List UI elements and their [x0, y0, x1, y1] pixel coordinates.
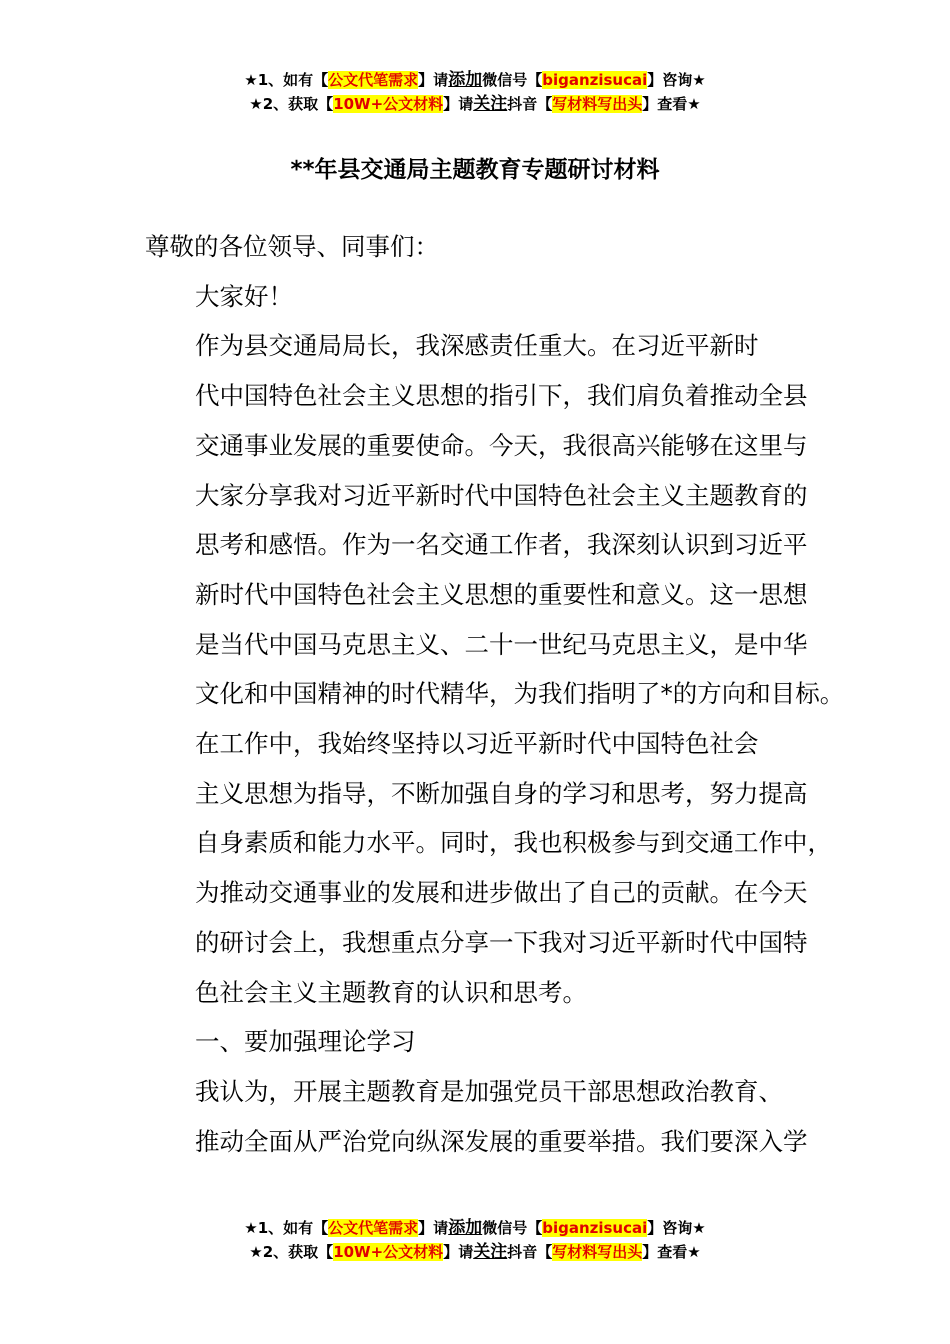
banner-line-1 — [0, 1216, 950, 1240]
wechat-id[interactable]: biganzisucai — [542, 71, 648, 89]
text-line: 推动全面从严治党向纵深发展的重要举措。我们要深入学 — [195, 1126, 808, 1156]
paragraph — [145, 1067, 825, 1166]
text-line: 尊敬的各位领导、同事们： — [145, 232, 439, 261]
banner-text: 微信号【 — [482, 71, 543, 89]
banner-text: 1、如有【 — [257, 1219, 329, 1237]
banner-text: 2、获取【 — [262, 95, 334, 113]
banner-text: 1、如有【 — [257, 71, 329, 89]
banner-text: 】咨询 — [647, 1219, 693, 1237]
emphasis-follow: 关注 — [473, 1242, 508, 1262]
paragraph — [145, 1017, 825, 1067]
text-line: 的研讨会上，我想重点分享一下我对习近平新时代中国特 — [195, 927, 808, 957]
banner-line-2 — [0, 92, 950, 116]
emphasis-add: 添加 — [448, 1218, 483, 1238]
star-icon: ★ — [249, 95, 263, 113]
paragraph — [145, 222, 825, 272]
text-line: 大家分享我对习近平新时代中国特色社会主义主题教育的 — [195, 480, 808, 510]
star-icon: ★ — [249, 1243, 263, 1261]
highlight-materials: 10W+公文材料 — [333, 1243, 444, 1261]
star-icon: ★ — [692, 1219, 706, 1237]
star-icon: ★ — [687, 1243, 701, 1261]
banner-line-1 — [0, 68, 950, 92]
text-line: 思考和感悟。作为一名交通工作者，我深刻认识到习近平 — [195, 530, 808, 560]
paragraph — [145, 321, 845, 719]
star-icon: ★ — [244, 1219, 258, 1237]
banner-text: 】请 — [443, 95, 474, 113]
douyin-account[interactable]: 写材料写出头 — [552, 1243, 643, 1261]
text-line: 一、要加强理论学习 — [195, 1027, 416, 1057]
emphasis-add: 添加 — [448, 70, 483, 90]
text-line: 自身素质和能力水平。同时，我也积极参与到交通工作中， — [195, 828, 832, 858]
text-line: 新时代中国特色社会主义思想的重要性和意义。这一思想 — [195, 579, 808, 609]
text-line: 文化和中国精神的时代精华，为我们指明了*的方向和目标。 — [195, 679, 845, 709]
emphasis-follow: 关注 — [473, 94, 508, 114]
text-line: 在工作中，我始终坚持以习近平新时代中国特色社会 — [195, 729, 759, 759]
banner-text: 2、获取【 — [262, 1243, 334, 1261]
banner-text: 】请 — [418, 71, 449, 89]
douyin-account[interactable]: 写材料写出头 — [552, 95, 643, 113]
banner-text: 抖音【 — [507, 95, 553, 113]
star-icon: ★ — [687, 95, 701, 113]
banner-text: 】查看 — [642, 95, 688, 113]
promo-banner-bottom — [0, 1216, 950, 1264]
promo-banner-top — [0, 68, 950, 116]
highlight-service: 公文代笔需求 — [328, 1219, 419, 1237]
text-line: 是当代中国马克思主义、二十一世纪马克思主义，是中华 — [195, 629, 808, 659]
text-line: 作为县交通局局长，我深感责任重大。在习近平新时 — [195, 331, 759, 361]
wechat-id[interactable]: biganzisucai — [542, 1219, 648, 1237]
paragraph — [145, 272, 825, 322]
document-title: **年县交通局主题教育专题研讨材料 — [290, 157, 660, 183]
banner-text: 】查看 — [642, 1243, 688, 1261]
paragraph — [145, 719, 832, 1017]
text-line: 为推动交通事业的发展和进步做出了自己的贡献。在今天 — [195, 878, 808, 908]
banner-text: 抖音【 — [507, 1243, 553, 1261]
star-icon: ★ — [692, 71, 706, 89]
text-line: 主义思想为指导，不断加强自身的学习和思考，努力提高 — [195, 778, 808, 808]
banner-text: 】请 — [443, 1243, 474, 1261]
banner-line-2 — [0, 1240, 950, 1264]
text-line: 交通事业发展的重要使命。今天，我很高兴能够在这里与 — [195, 430, 808, 460]
banner-text: 】咨询 — [647, 71, 693, 89]
text-line: 色社会主义主题教育的认识和思考。 — [195, 977, 587, 1007]
text-line: 我认为，开展主题教育是加强党员干部思想政治教育、 — [195, 1076, 783, 1106]
banner-text: 微信号【 — [482, 1219, 543, 1237]
highlight-service: 公文代笔需求 — [328, 71, 419, 89]
text-line: 大家好！ — [195, 281, 293, 311]
banner-text: 】请 — [418, 1219, 449, 1237]
highlight-materials: 10W+公文材料 — [333, 95, 444, 113]
star-icon: ★ — [244, 71, 258, 89]
document-body — [145, 222, 845, 1166]
text-line: 代中国特色社会主义思想的指引下，我们肩负着推动全县 — [195, 381, 808, 411]
